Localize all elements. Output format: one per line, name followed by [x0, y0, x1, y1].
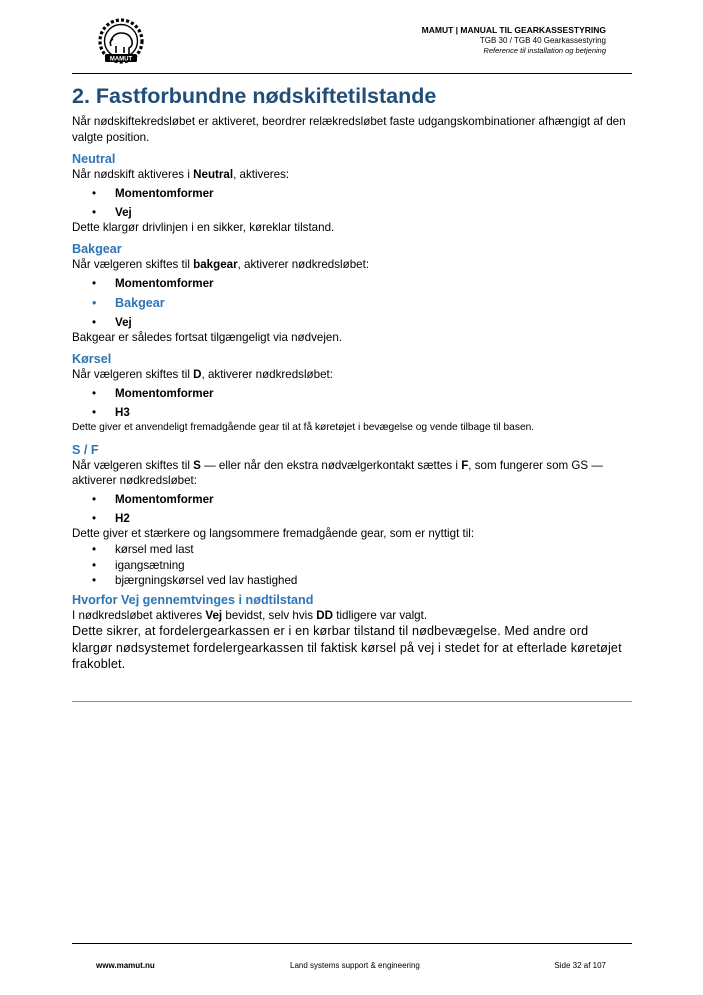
logo-text: MAMUT [109, 56, 133, 63]
page-header [72, 16, 632, 74]
vej-body: Dette sikrer, at fordelergearkassen er i en kørbar tilstand til nødbevægelse. Med andre ord klargør nødsystemet fordelergearkassen til faktisk kørsel på vej i stedet for at efterlade køretøjet frakoblet. [72, 624, 622, 671]
subheading-neutral: Neutral [72, 152, 116, 166]
neutral-lead [72, 167, 632, 183]
sf-lead-text-end: , som fungerer som GS — aktiverer nødkredsløbet: [72, 458, 603, 487]
subheading-vej: Hvorfor Vej gennemtvinges i nødtilstand [72, 592, 314, 607]
list-item: • Momentomformer [92, 186, 632, 201]
vej-lead-text-end: tidligere var valgt. [332, 608, 428, 622]
sf-lead-bold-f: F [461, 458, 469, 472]
list-item: • H2 [92, 511, 632, 526]
korsel-after: Dette giver et anvendeligt fremadgående gear til at få køretøjet i bevægelse og vende tilbage til basen. [72, 421, 535, 433]
neutral-after: Dette klargør drivlinjen i en sikker, køreklar tilstand. [72, 220, 335, 234]
vej-lead-text-mid: bevidst, selv hvis [222, 608, 317, 622]
list-item: • kørsel med last [92, 542, 632, 558]
subheading-korsel: Kørsel [72, 352, 112, 366]
neutral-lead-text: Når nødskift aktiveres i [72, 168, 194, 181]
header-text [422, 25, 606, 56]
section-heading: 2. Fastforbundne nødskiftetilstande [72, 84, 437, 108]
bakgear-after: Bakgear er således fortsat tilgængeligt via nødvejen. [72, 330, 343, 344]
list-item: • bjærgningskørsel ved lav hastighed [92, 573, 632, 589]
korsel-lead [72, 367, 632, 383]
sf-lead [72, 458, 632, 489]
sf-lead-text-mid: — eller når den ekstra nødvælgerkontakt sættes i [200, 458, 462, 472]
list-item: • Vej [92, 315, 632, 330]
neutral-output-list [72, 186, 632, 220]
bakgear-lead-bold: bakgear [193, 258, 238, 271]
vej-lead [72, 608, 632, 624]
vej-lead-text: I nødkredsløbet aktiveres [72, 608, 206, 622]
list-item: • Vej [92, 205, 632, 220]
sf-uses-list [72, 542, 632, 589]
neutral-lead-text-end: , aktiveres: [233, 168, 290, 181]
korsel-lead-text-end: , aktiverer nødkredsløbet: [201, 368, 333, 381]
korsel-lead-text: Når vælgeren skiftes til [72, 368, 194, 381]
bakgear-lead-text-end: , aktiverer nødkredsløbet: [237, 258, 370, 271]
sf-lead-bold-s: S [193, 458, 201, 472]
korsel-output-list [72, 386, 632, 420]
list-item: • Momentomformer [92, 492, 632, 507]
bakgear-lead-text: Når vælgeren skiftes til [72, 258, 194, 271]
section-intro: Når nødskiftekredsløbet er aktiveret, beordrer relækredsløbet faste udgangskombinationer afhængigt af den valgte position. [72, 115, 626, 144]
document-reference: Reference til installation og betjening [483, 46, 606, 55]
vej-lead-bold-vej: Vej [205, 608, 223, 622]
korsel-lead-bold: D [193, 368, 202, 381]
subheading-bakgear: Bakgear [72, 242, 122, 256]
footer-website-link[interactable]: www.mamut.nu [96, 961, 155, 970]
footer-tagline: Land systems support & engineering [290, 961, 420, 970]
list-item: • H3 [92, 405, 632, 420]
bakgear-output-list [72, 276, 632, 330]
vej-lead-bold-dd: DD [316, 608, 333, 622]
document-subtitle: TGB 30 / TGB 40 Gearkassestyring [479, 36, 606, 45]
list-item: • Momentomformer [92, 276, 632, 291]
page-footer [72, 943, 632, 979]
neutral-lead-bold: Neutral [193, 168, 234, 181]
bakgear-lead [72, 257, 632, 273]
mamut-logo-icon [96, 17, 146, 65]
page-number: Side 32 af 107 [554, 961, 606, 970]
document-title: MAMUT | MANUAL TIL GEARKASSESTYRING [421, 25, 606, 35]
page-content [72, 82, 632, 673]
list-item: • igangsætning [92, 558, 632, 574]
list-item: • Momentomformer [92, 386, 632, 401]
subheading-s-f: S / F [72, 442, 99, 457]
sf-output-list [72, 492, 632, 526]
list-item-highlighted: • Bakgear [92, 296, 632, 311]
sf-after: Dette giver et stærkere og langsommere fremadgående gear, som er nyttigt til: [72, 526, 475, 540]
section-divider [72, 701, 632, 702]
sf-lead-text: Når vælgeren skiftes til [72, 458, 194, 472]
